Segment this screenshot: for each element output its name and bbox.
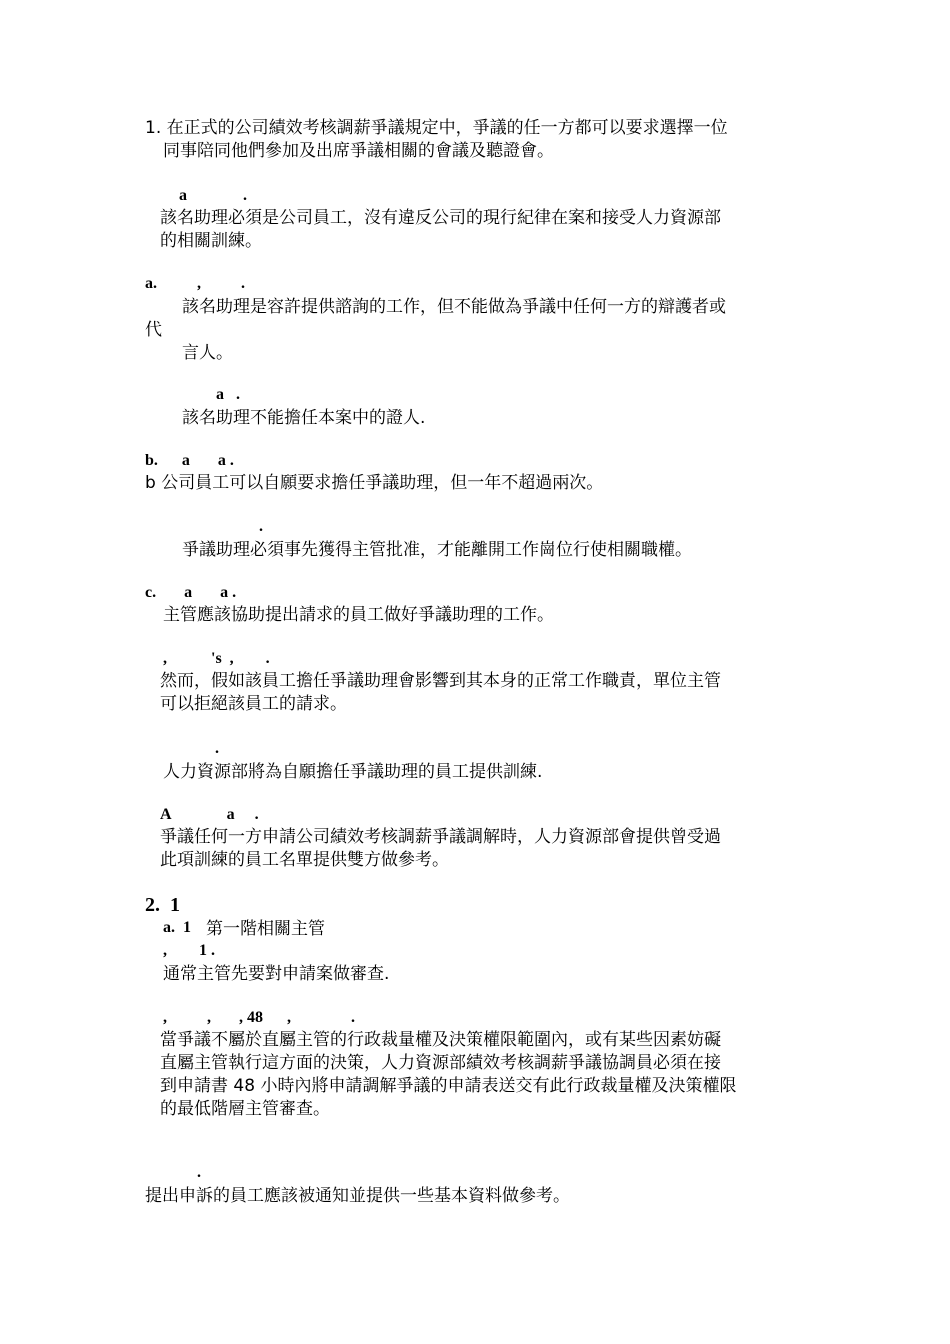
text-line: 提出申訴的員工應該被通知並提供一些基本資料做參考。 xyxy=(145,1186,570,1206)
english-fragment: a. 1 xyxy=(163,919,191,936)
english-fragment: b. a a . xyxy=(145,452,234,469)
english-fragment: . xyxy=(215,740,219,757)
text-line: 通常主管先要對申請案做審查. xyxy=(163,964,390,984)
text-line: 該名助理不能擔任本案中的證人. xyxy=(182,408,426,428)
english-fragment: A a . xyxy=(160,806,259,823)
english-fragment: . xyxy=(197,1164,201,1181)
text-line: 到申請書 48 小時內將申請調解爭議的申請表送交有此行政裁量權及決策權限 xyxy=(160,1076,737,1096)
text-line: 可以拒絕該員工的請求。 xyxy=(160,694,347,714)
text-line: 此項訓練的員工名單提供雙方做參考。 xyxy=(160,850,449,870)
text-line: 爭議任何一方申請公司績效考核調薪爭議調解時，人力資源部會提供曾受過 xyxy=(160,827,721,847)
text-line: 人力資源部將為自願擔任爭議助理的員工提供訓練. xyxy=(163,762,543,782)
text-line: 當爭議不屬於直屬主管的行政裁量權及決策權限範圍內，或有某些因素妨礙 xyxy=(160,1030,721,1050)
english-fragment: c. a a . xyxy=(145,584,237,601)
text-line: 直屬主管執行這方面的決策，人力資源部績效考核調薪爭議協調員必須在接 xyxy=(160,1053,721,1073)
english-fragment: a. , . xyxy=(145,275,245,292)
section-number: 2. 1 xyxy=(145,894,180,916)
text-line: b 公司員工可以自願要求擔任爭議助理，但一年不超過兩次。 xyxy=(145,473,604,493)
text-line: 主管應該協助提出請求的員工做好爭議助理的工作。 xyxy=(163,605,554,625)
english-fragment: , 1 . xyxy=(163,942,215,959)
text-line: 然而，假如該員工擔任爭議助理會影響到其本身的正常工作職責，單位主管 xyxy=(160,671,721,691)
text-line: 的最低階層主管審查。 xyxy=(160,1099,330,1119)
text-line: 該名助理是容許提供諮詢的工作，但不能做為爭議中任何一方的辯護者或 xyxy=(182,297,726,317)
text-line: 同事陪同他們參加及出席爭議相關的會議及聽證會。 xyxy=(163,141,554,161)
english-fragment: . xyxy=(259,518,263,535)
text-line: 的相關訓練。 xyxy=(160,231,262,251)
english-fragment: a . xyxy=(216,386,240,403)
english-fragment: , 's , . xyxy=(163,650,270,667)
text-line: 第一階相關主管 xyxy=(206,919,325,939)
text-line: 言人。 xyxy=(182,343,233,363)
text-line: 1. 在正式的公司績效考核調薪爭議規定中，爭議的任一方都可以要求選擇一位 xyxy=(145,118,728,138)
text-line: 爭議助理必須事先獲得主管批准，才能離開工作崗位行使相關職權。 xyxy=(182,540,692,560)
text-line: 代 xyxy=(145,320,162,340)
english-fragment: a . xyxy=(179,187,247,204)
text-line: 該名助理必須是公司員工，沒有違反公司的現行紀律在案和接受人力資源部 xyxy=(160,208,721,228)
english-fragment: , , , 48 , . xyxy=(163,1009,355,1026)
